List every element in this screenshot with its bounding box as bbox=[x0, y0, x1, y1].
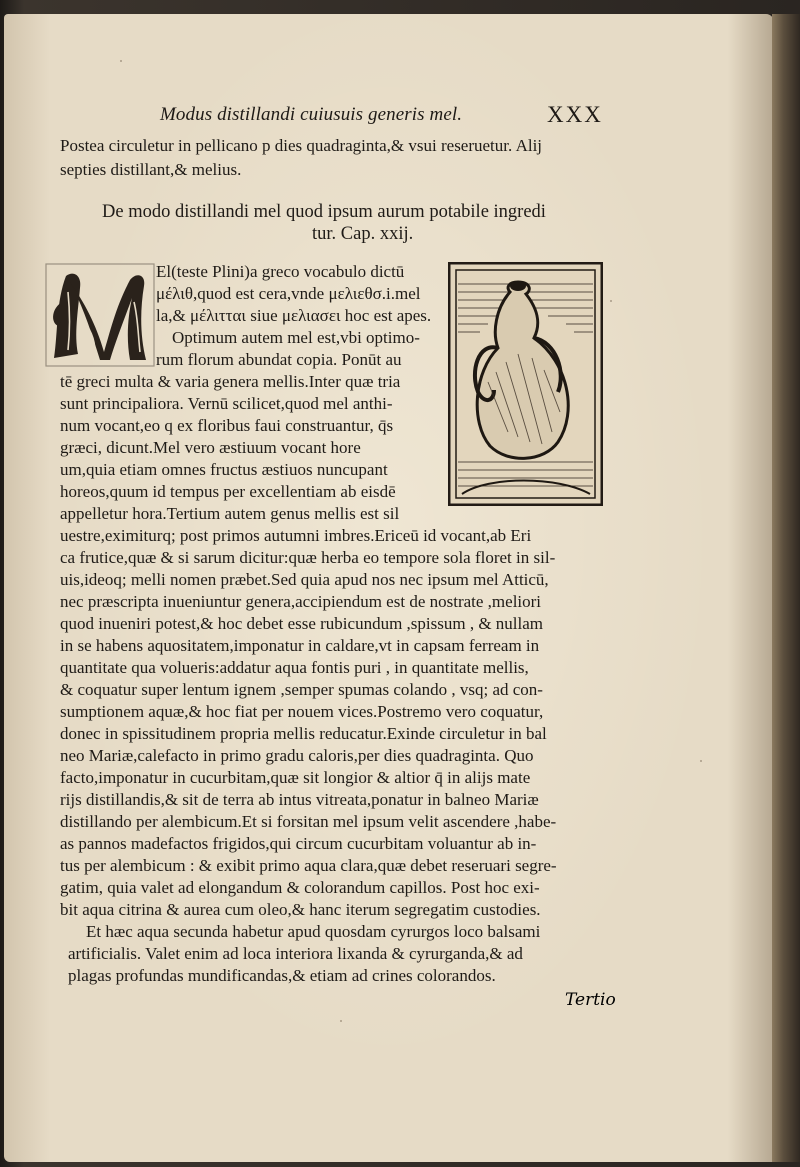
body-line: in se habens aquositatem,imponatur in caldare,vt in capsam ferream in bbox=[60, 636, 540, 655]
catchword: Tertio bbox=[565, 990, 616, 1010]
intro-line: septies distillant,& melius. bbox=[60, 160, 242, 179]
body-line: ca frutice,quæ & si sarum dicitur:quæ herba eo tempore sola floret in sil- bbox=[60, 548, 556, 567]
body-line: distillando per alembicum.Et si forsitan mel ipsum velit ascendere ,habe- bbox=[60, 812, 557, 831]
body-line: num vocant,eo q ex floribus faui construantur, q̄s bbox=[60, 416, 394, 435]
paper-speck bbox=[700, 760, 702, 762]
body-line: uestre,eximiturq; post primos autumni imbres.Ericeū id vocant,ab Eri bbox=[60, 526, 532, 545]
body-line: μέλιθ,quod est cera,vnde μελιεθσ.i.mel bbox=[156, 284, 421, 303]
folio-number: XXX bbox=[547, 102, 603, 127]
body-line: uis,ideoq; melli nomen præbet.Sed quia apud nos nec ipsum mel Atticū, bbox=[60, 570, 549, 589]
intro-line: Postea circuletur in pellicano p dies quadraginta,& vsui reseruetur. Alij bbox=[60, 136, 543, 155]
body-line: sumptionem aquæ,& hoc fiat per nouem vices.Postremo vero coquatur, bbox=[60, 702, 544, 721]
body-line: gatim, quia valet ad elongandum & colorandum capillos. Post hoc exi- bbox=[60, 878, 540, 897]
body-line: & coquatur super lentum ignem ,semper spumas colando , vsq; ad con- bbox=[60, 680, 543, 699]
page-edge-shadow bbox=[772, 14, 800, 1162]
body-line: donec in spissitudinem propria mellis reducatur.Exinde circuletur in bal bbox=[60, 724, 547, 743]
paper-speck bbox=[340, 1020, 342, 1022]
body-line: um,quia etiam omnes fructus æstiuos nuncupant bbox=[60, 460, 388, 479]
body-line: græci, dicunt.Mel vero æstiuum vocant hore bbox=[60, 438, 361, 457]
body-line: rum florum abundat copia. Ponūt au bbox=[156, 350, 402, 369]
body-line: as pannos madefactos frigidos,qui circum cucurbitam voluantur ab in- bbox=[60, 834, 537, 853]
body-line: rijs distillandis,& sit de terra ab intus vitreata,ponatur in balneo Mariæ bbox=[60, 790, 539, 809]
body-line: Et hæc aqua secunda habetur apud quosdam cyrurgos loco balsami bbox=[86, 922, 541, 941]
body-line: tē greci multa & varia genera mellis.Inter quæ tria bbox=[60, 372, 401, 391]
body-line: appelletur hora.Tertium autem genus mellis est sil bbox=[60, 504, 400, 523]
chapter-heading: De modo distillandi mel quod ipsum aurum potabile ingredi bbox=[102, 202, 546, 222]
body-line: facto,imponatur in cucurbitam,quæ sit longior & altior q̄ in alijs mate bbox=[60, 768, 531, 787]
chapter-heading: tur. Cap. xxij. bbox=[312, 224, 414, 244]
body-line: quantitate qua volueris:addatur aqua fontis puri , in quantitate mellis, bbox=[60, 658, 529, 677]
body-line: Optimum autem mel est,vbi optimo- bbox=[172, 328, 420, 347]
body-line: nec præscripta inueniuntur genera,accipiendum est de nostrate ,meliori bbox=[60, 592, 542, 611]
paper-speck bbox=[610, 300, 612, 302]
body-line: la,& μέλιτται siue μελιασει hoc est apes. bbox=[156, 306, 432, 325]
body-line: tus per alembicum : & exibit primo aqua clara,quæ debet reseruari segre- bbox=[60, 856, 557, 875]
body-line: El(teste Plini)a greco vocabulo dictū bbox=[156, 262, 405, 281]
body-line: plagas profundas mundificandas,& etiam ad crines colorandos. bbox=[68, 966, 496, 985]
body-line: bit aqua citrina & aurea cum oleo,& hanc iterum segregatim custodies. bbox=[60, 900, 541, 919]
body-line: horeos,quum id tempus per excellentiam ab eisdē bbox=[60, 482, 396, 501]
paper-speck bbox=[120, 60, 122, 62]
running-head: Modus distillandi cuiusuis generis mel. bbox=[160, 104, 463, 125]
body-line: sunt principaliora. Vernū scilicet,quod mel anthi- bbox=[60, 394, 393, 413]
body-line: quod inueniri potest,& hoc debet esse rubicundum ,spissum , & nullam bbox=[60, 614, 544, 633]
woodcut-distillation-flask-icon bbox=[448, 262, 603, 506]
body-line: neo Mariæ,calefacto in primo gradu caloris,per dies quadraginta. Quo bbox=[60, 746, 534, 765]
ornamental-initial-m-icon bbox=[44, 262, 156, 368]
body-line: artificialis. Valet enim ad loca interiora lixanda & cyrurganda,& ad bbox=[68, 944, 523, 963]
